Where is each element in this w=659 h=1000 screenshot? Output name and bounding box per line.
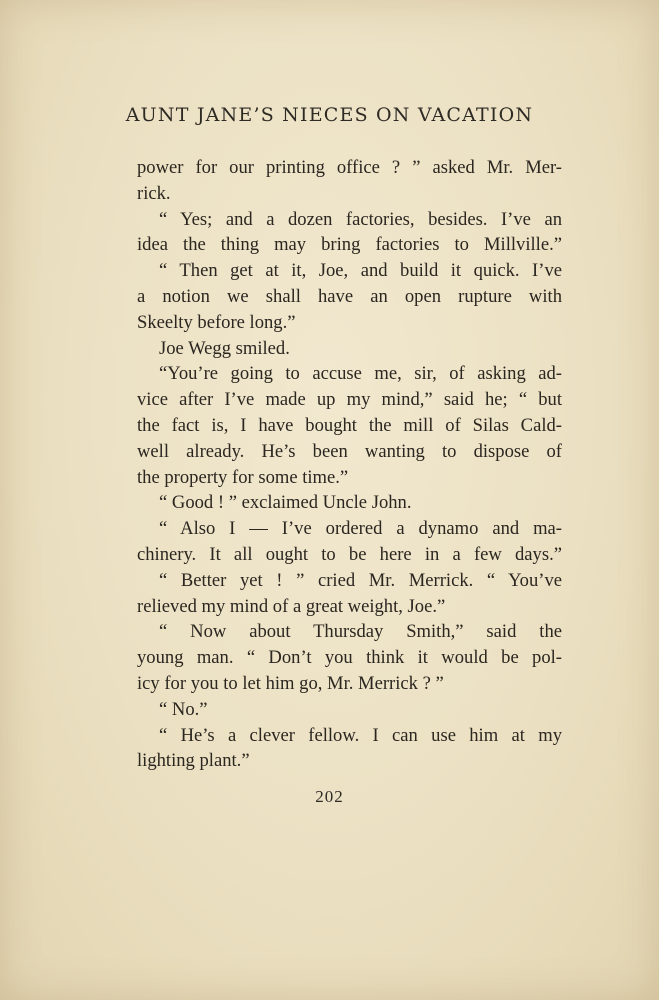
text-line: a notion we shall have an open rupture with [137, 285, 562, 307]
text-line: idea the thing may bring factories to Millville.” [137, 234, 562, 256]
text-line: lighting plant.” [137, 750, 250, 772]
page-number: 202 [315, 787, 344, 806]
text-line: “ Then get at it, Joe, and build it quick. I’ve [159, 260, 562, 282]
text-line: “ Also I — I’ve ordered a dynamo and ma- [159, 518, 562, 540]
body-text [137, 155, 562, 774]
text-line: “ Yes; and a dozen factories, besides. I’ve an [159, 208, 562, 230]
text-line: “ No.” [159, 698, 208, 720]
text-line: “ Good ! ” exclaimed Uncle John. [159, 492, 412, 514]
running-head: AUNT JANE’S NIECES ON VACATION [125, 104, 534, 126]
text-line: “ Now about Thursday Smith,” said the [159, 621, 562, 643]
text-line: well already. He’s been wanting to dispose of [137, 440, 562, 462]
text-line: “ Better yet ! ” cried Mr. Merrick. “ You’ve [159, 569, 562, 591]
text-line: chinery. It all ought to be here in a few days.” [137, 543, 562, 565]
text-line: power for our printing office ? ” asked Mr. Mer- [137, 157, 562, 178]
text-line: icy for you to let him go, Mr. Merrick ? ” [137, 672, 444, 694]
text-line: the property for some time.” [137, 466, 349, 488]
text-line: relieved my mind of a great weight, Joe.” [137, 595, 446, 617]
text-line: the fact is, I have bought the mill of Silas Cald- [137, 414, 562, 436]
text-line: “ He’s a clever fellow. I can use him at my [159, 724, 562, 746]
text-line: vice after I’ve made up my mind,” said he; “ but [137, 389, 562, 411]
text-line: rick. [137, 182, 171, 204]
text-line: Skeelty before long.” [137, 311, 296, 333]
text-line: young man. “ Don’t you think it would be pol- [137, 647, 562, 669]
text-line: “You’re going to accuse me, sir, of asking ad- [159, 363, 562, 385]
text-line: Joe Wegg smiled. [159, 337, 290, 359]
